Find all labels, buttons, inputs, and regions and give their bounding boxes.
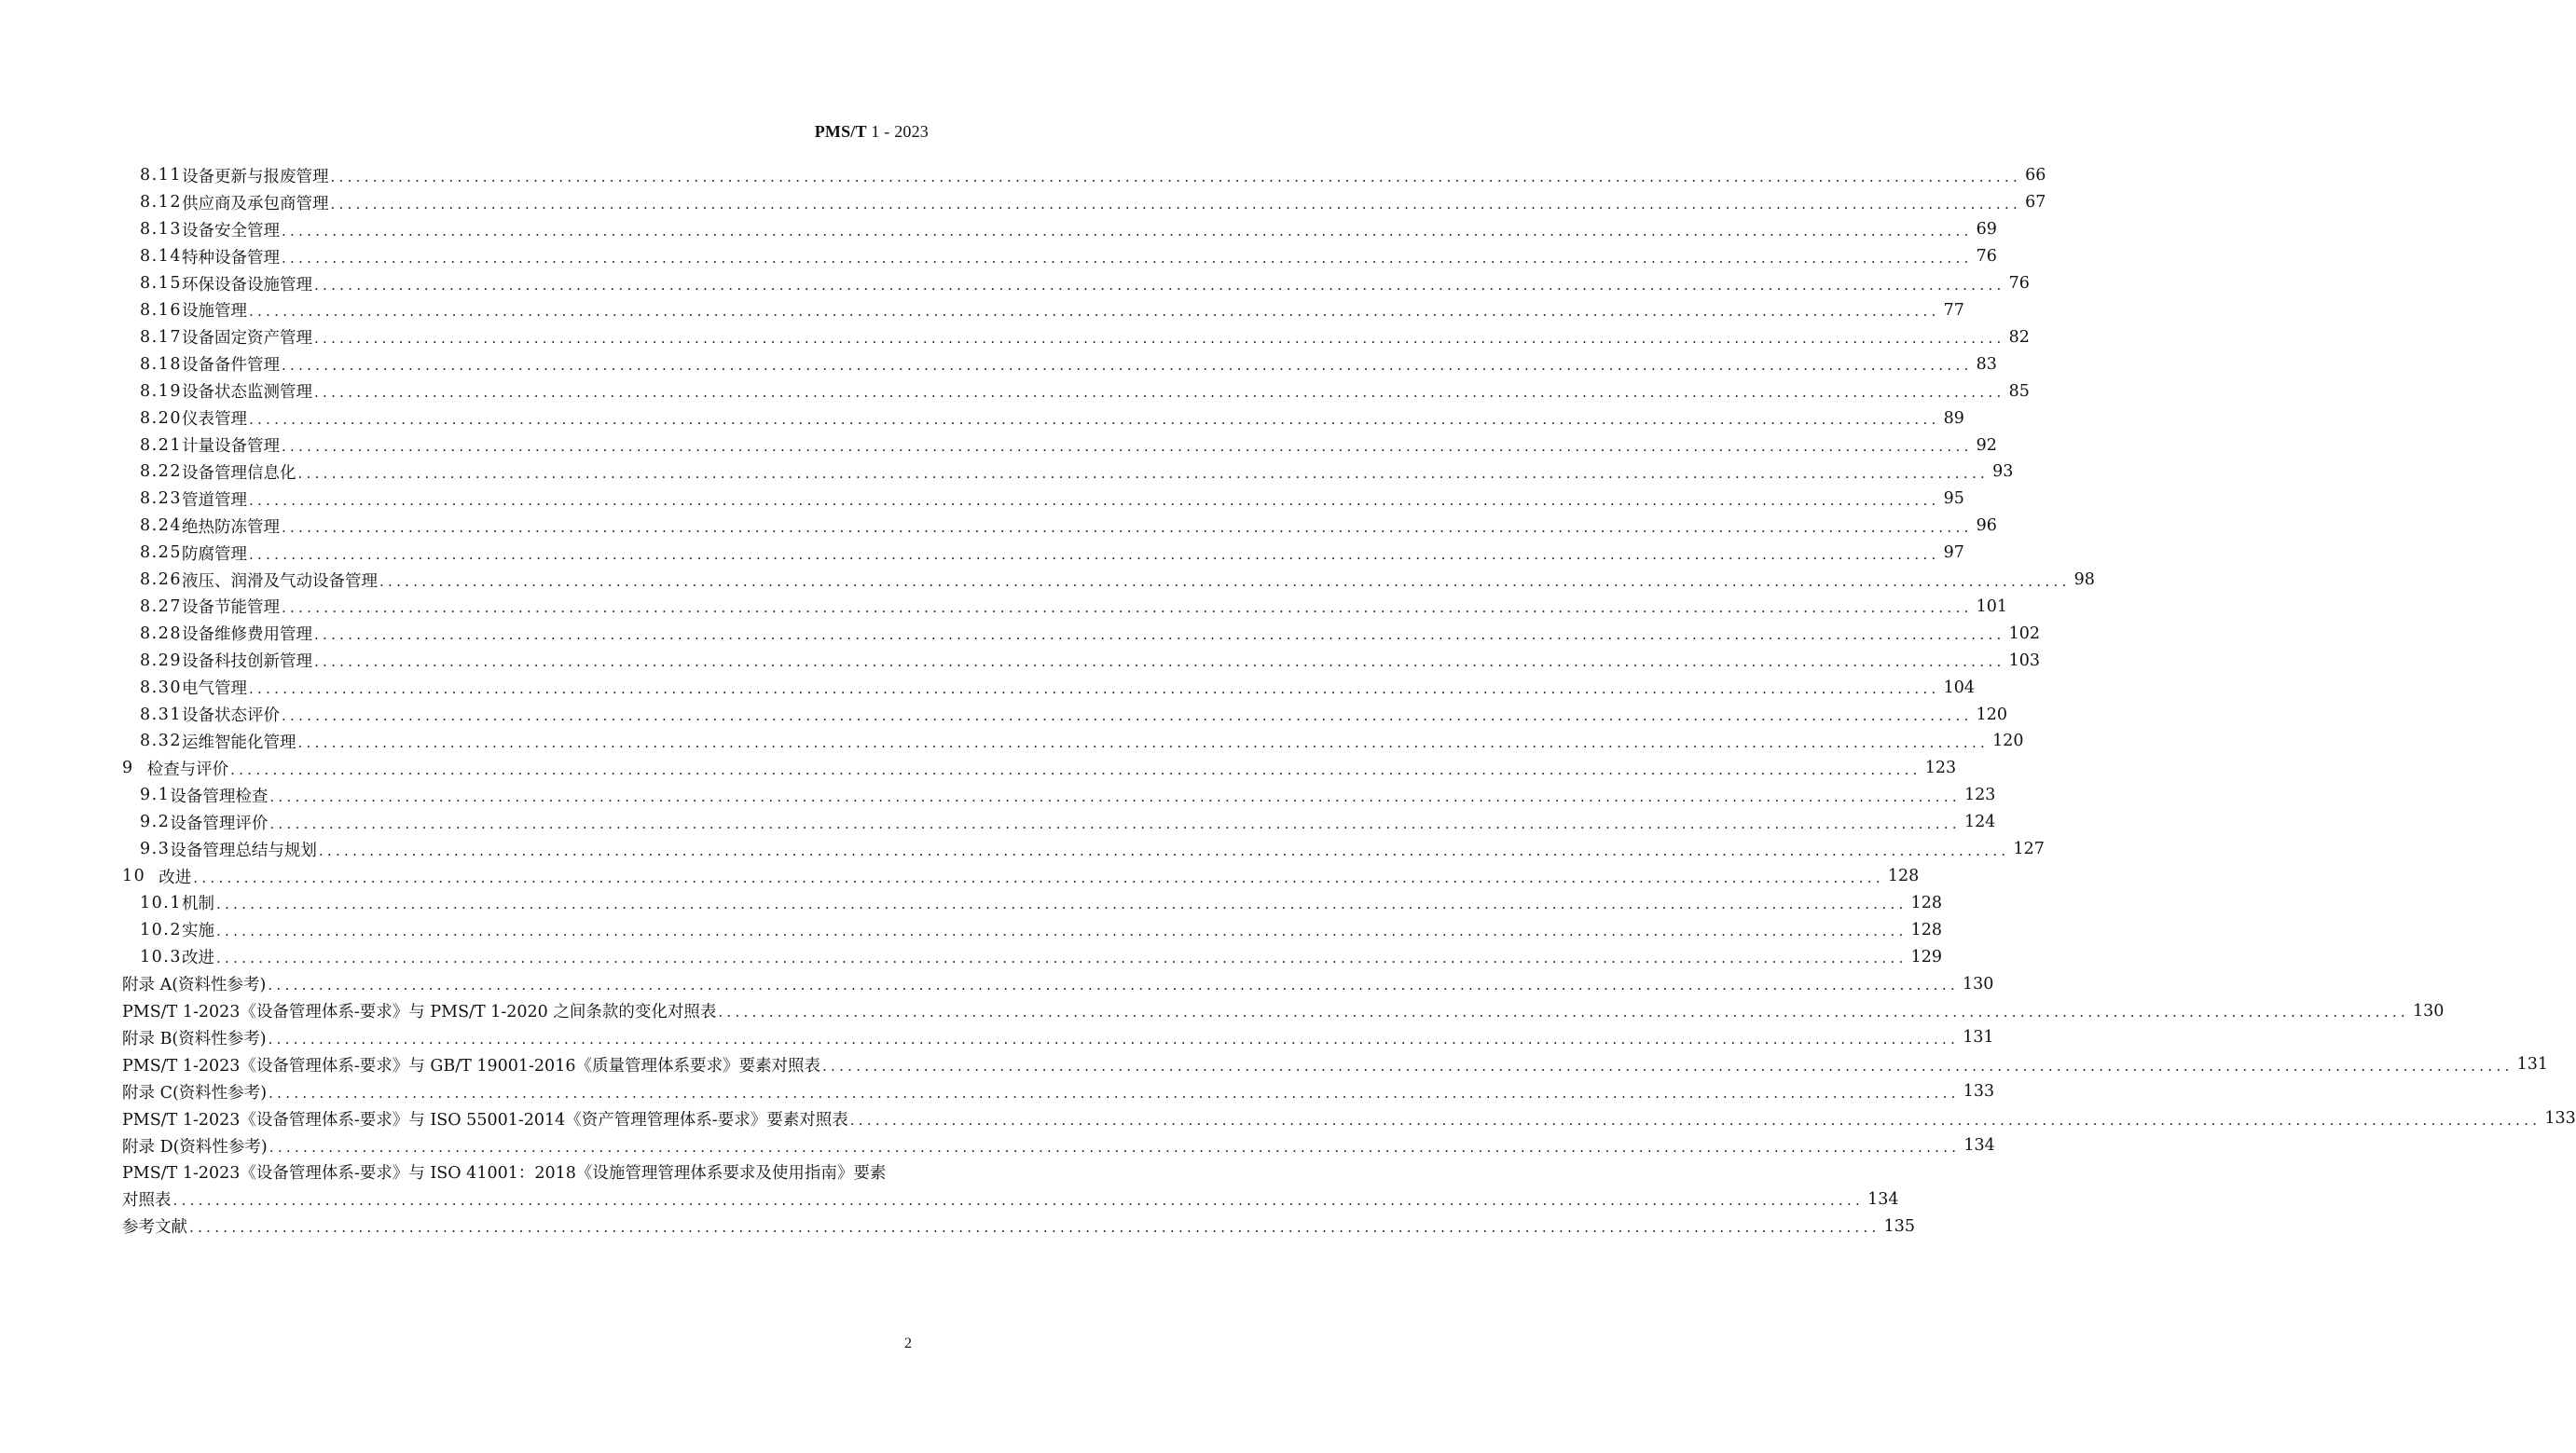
table-of-contents <box>122 162 2576 1240</box>
toc-entry-page: 93 <box>1992 462 2014 482</box>
toc-dot-leader: ........................................................................................................................................................................................................ <box>313 330 2005 348</box>
toc-entry-title: 设施管理 <box>181 302 247 322</box>
toc-entry[interactable] <box>122 916 1942 943</box>
toc-dot-leader: ........................................................................................................................................................................................................ <box>313 653 2005 671</box>
toc-entry-number: 8.27 <box>140 596 182 616</box>
toc-entry-title: 附录 B(资料性参考) <box>122 1029 267 1049</box>
toc-entry-page: 128 <box>1887 867 1920 886</box>
toc-dot-leader: ........................................................................................................................................................................................................ <box>268 1030 1960 1048</box>
toc-entry-number: 8.14 <box>140 247 182 267</box>
toc-entry-page: 98 <box>2073 570 2095 590</box>
toc-entry-title: 设备管理评价 <box>170 814 269 833</box>
toc-dot-leader: ........................................................................................................................................................................................................ <box>330 195 2022 212</box>
toc-entry[interactable] <box>122 377 2030 404</box>
toc-entry-title: 检查与评价 <box>146 760 229 779</box>
toc-entry-number: 10 <box>122 867 146 886</box>
toc-entry-number: 9.2 <box>140 813 171 832</box>
toc-dot-leader: ........................................................................................................................................................................................................ <box>248 491 1940 509</box>
toc-entry-number: 8.18 <box>140 354 182 374</box>
toc-entry-page: 102 <box>2008 624 2040 643</box>
toc-entry[interactable] <box>122 350 1997 377</box>
standard-code: PMS/T <box>814 122 867 141</box>
toc-entry-page: 133 <box>1963 1082 1995 1102</box>
toc-entry-number: 9.1 <box>140 786 171 805</box>
toc-entry-number: 10.3 <box>140 947 182 966</box>
toc-dot-leader: ........................................................................................................................................................................................................ <box>281 518 1973 536</box>
toc-entry-page: 96 <box>1976 516 1997 536</box>
toc-entry[interactable] <box>122 674 1975 701</box>
toc-entry-number: 8.25 <box>140 543 182 563</box>
toc-entry-title: 防腐管理 <box>181 544 247 564</box>
toc-entry[interactable] <box>122 323 2030 350</box>
standard-year: 1 - 2023 <box>866 122 929 141</box>
toc-entry-page: 131 <box>1963 1028 1994 1048</box>
toc-entry-page: 66 <box>2025 166 2046 185</box>
toc-dot-leader: ........................................................................................................................................................................................................ <box>821 1057 2514 1075</box>
toc-entry-page: 128 <box>1910 893 1942 912</box>
toc-dot-leader: ........................................................................................................................................................................................................ <box>269 815 1961 832</box>
toc-dot-leader: ........................................................................................................................................................................................................ <box>269 788 1961 805</box>
toc-entry[interactable] <box>122 620 2040 647</box>
toc-entry-number: 8.24 <box>140 516 182 536</box>
toc-entry-title: 改进 <box>181 949 214 968</box>
toc-entry[interactable] <box>122 1186 1899 1213</box>
toc-entry-page: 95 <box>1943 489 1964 509</box>
toc-entry-title: 设备节能管理 <box>181 598 280 618</box>
toc-entry[interactable] <box>122 189 2046 216</box>
toc-entry-page: 130 <box>1962 974 1994 994</box>
toc-entry-page: 85 <box>2008 381 2030 401</box>
toc-entry-number: 8.19 <box>140 381 182 401</box>
toc-entry[interactable] <box>122 540 1964 567</box>
toc-entry-page: 83 <box>1976 354 1997 374</box>
toc-entry-title: 仪表管理 <box>181 410 247 430</box>
toc-entry[interactable] <box>122 486 1964 513</box>
toc-entry[interactable] <box>122 863 1920 890</box>
toc-entry-title: 设备备件管理 <box>181 356 280 376</box>
toc-entry[interactable] <box>122 297 1964 324</box>
toc-entry[interactable] <box>122 647 2040 674</box>
toc-dot-leader: ........................................................................................................................................................................................................ <box>248 411 1940 429</box>
toc-dot-leader: ........................................................................................................................................................................................................ <box>281 249 1973 267</box>
toc-dot-leader: ........................................................................................................................................................................................................ <box>313 384 2005 402</box>
toc-entry[interactable] <box>122 1132 1995 1159</box>
toc-entry-title: 机制 <box>181 895 214 914</box>
toc-entry-page: 89 <box>1943 408 1964 428</box>
toc-dot-leader: ........................................................................................................................................................................................................ <box>281 707 1973 725</box>
toc-entry-page: 97 <box>1943 543 1964 563</box>
toc-entry-number: 8.23 <box>140 489 182 509</box>
toc-dot-leader: ........................................................................................................................................................................................................ <box>330 168 2022 185</box>
toc-entry-page: 101 <box>1976 596 2007 616</box>
toc-dot-leader: ........................................................................................................................................................................................................ <box>281 222 1973 240</box>
toc-entry-number: 10.2 <box>140 920 182 939</box>
toc-entry-number: 9 <box>122 759 134 778</box>
toc-entry-number: 8.11 <box>140 166 182 185</box>
toc-entry[interactable] <box>122 701 2007 728</box>
toc-dot-leader: ........................................................................................................................................................................................................ <box>230 761 1922 778</box>
toc-entry[interactable] <box>122 243 1997 270</box>
toc-entry[interactable] <box>122 1078 1995 1105</box>
toc-entry-page: 124 <box>1963 813 1996 832</box>
toc-entry[interactable] <box>122 594 2007 621</box>
toc-entry-page: 127 <box>2013 840 2045 859</box>
toc-entry[interactable] <box>122 755 1957 782</box>
toc-entry-page: 103 <box>2008 651 2040 670</box>
toc-entry-title: PMS/T 1-2023《设备管理体系-要求》与 ISO 41001：2018《设施管理管理体系要求及使用指南》要素 <box>122 1164 887 1184</box>
toc-entry-number: 8.16 <box>140 300 182 320</box>
toc-entry-page: 69 <box>1976 220 1997 240</box>
toc-entry[interactable] <box>122 889 1942 916</box>
toc-entry-number: 8.32 <box>140 732 182 751</box>
toc-dot-leader: ........................................................................................................................................................................................................ <box>269 1084 1960 1102</box>
toc-entry-page: 130 <box>2412 1001 2445 1021</box>
toc-entry-title: 液压、润滑及气动设备管理 <box>181 571 378 591</box>
toc-entry-title: 设备管理总结与规划 <box>170 841 317 860</box>
toc-entry-number: 8.28 <box>140 624 182 643</box>
toc-entry-page: 120 <box>1992 732 2024 751</box>
toc-entry-title: 附录 A(资料性参考) <box>122 976 267 995</box>
toc-entry-number: 9.3 <box>140 840 171 859</box>
toc-dot-leader: ........................................................................................................................................................................................................ <box>379 572 2071 590</box>
toc-entry-title: 设备状态评价 <box>181 706 280 726</box>
toc-entry-page: 67 <box>2025 193 2046 212</box>
toc-dot-leader: ........................................................................................................................................................................................................ <box>313 626 2005 644</box>
toc-entry[interactable] <box>122 1213 1916 1240</box>
toc-entry-title: 设备更新与报废管理 <box>181 167 329 186</box>
toc-entry-page: 82 <box>2008 327 2030 347</box>
toc-entry[interactable] <box>122 216 1997 243</box>
toc-entry-title: 运维智能化管理 <box>181 733 296 752</box>
toc-dot-leader: ........................................................................................................................................................................................................ <box>281 599 1973 617</box>
toc-entry-number: 8.17 <box>140 327 182 347</box>
toc-dot-leader: ........................................................................................................................................................................................................ <box>297 464 1990 482</box>
toc-dot-leader: ........................................................................................................................................................................................................ <box>297 733 1990 751</box>
toc-entry[interactable] <box>122 1159 930 1186</box>
page-number: 2 <box>904 1336 912 1351</box>
toc-entry-number: 8.31 <box>140 705 182 724</box>
toc-dot-leader: ........................................................................................................................................................................................................ <box>313 276 2005 294</box>
toc-entry-page: 134 <box>1963 1136 1995 1156</box>
toc-entry-number: 8.29 <box>140 651 182 670</box>
toc-dot-leader: ........................................................................................................................................................................................................ <box>248 303 1940 321</box>
toc-entry[interactable] <box>122 270 2030 297</box>
toc-dot-leader: ........................................................................................................................................................................................................ <box>189 1219 1880 1237</box>
toc-entry-number: 8.26 <box>140 570 182 590</box>
toc-entry-title: 设备安全管理 <box>181 221 280 240</box>
toc-entry-title: 设备管理信息化 <box>181 463 296 483</box>
toc-entry-title: 对照表 <box>122 1191 172 1211</box>
toc-dot-leader: ........................................................................................................................................................................................................ <box>215 896 1908 913</box>
toc-entry[interactable] <box>122 1105 2576 1132</box>
toc-entry-title: 设备维修费用管理 <box>181 625 312 645</box>
toc-entry-title: 管道管理 <box>181 490 247 510</box>
toc-entry[interactable] <box>122 404 1964 432</box>
toc-entry-page: 133 <box>2544 1109 2576 1129</box>
toc-entry-number: 8.13 <box>140 220 182 240</box>
toc-entry-title: 计量设备管理 <box>181 437 280 457</box>
toc-entry[interactable] <box>122 728 2024 755</box>
toc-entry-page: 123 <box>1963 786 1996 805</box>
toc-dot-leader: ........................................................................................................................................................................................................ <box>215 950 1908 967</box>
toc-entry-title: PMS/T 1-2023《设备管理体系-要求》与 ISO 55001-2014《资产管理管理体系-要求》要素对照表 <box>122 1110 848 1130</box>
toc-entry-title: 附录 C(资料性参考) <box>122 1083 268 1103</box>
toc-dot-leader: ........................................................................................................................................................................................................ <box>215 923 1908 940</box>
toc-entry-page: 128 <box>1910 920 1942 939</box>
toc-entry[interactable] <box>122 970 1994 997</box>
toc-entry-title: 环保设备设施管理 <box>181 275 312 295</box>
toc-entry[interactable] <box>122 432 1997 459</box>
toc-entry-page: 76 <box>2008 274 2030 294</box>
toc-entry-number: 8.22 <box>140 462 182 482</box>
toc-dot-leader: ........................................................................................................................................................................................................ <box>718 1004 2409 1021</box>
toc-dot-leader: ........................................................................................................................................................................................................ <box>193 869 1884 886</box>
toc-dot-leader: ........................................................................................................................................................................................................ <box>248 545 1940 563</box>
toc-dot-leader: ........................................................................................................................................................................................................ <box>318 842 2010 859</box>
toc-dot-leader: ........................................................................................................................................................................................................ <box>849 1111 2542 1129</box>
toc-entry[interactable] <box>122 162 2046 189</box>
toc-entry-page: 77 <box>1943 300 1964 320</box>
toc-entry[interactable] <box>122 997 2445 1024</box>
toc-entry[interactable] <box>122 943 1942 970</box>
toc-entry-title: PMS/T 1-2023《设备管理体系-要求》与 PMS/T 1-2020 之间条款的变化对照表 <box>122 1003 717 1022</box>
toc-entry[interactable] <box>122 459 2014 486</box>
toc-entry-title: 供应商及承包商管理 <box>181 194 329 213</box>
toc-dot-leader: ........................................................................................................................................................................................................ <box>248 680 1940 698</box>
toc-entry-number: 10.1 <box>140 893 182 912</box>
toc-entry-page: 135 <box>1883 1216 1916 1236</box>
toc-entry[interactable] <box>122 1024 1994 1051</box>
toc-entry-page: 92 <box>1976 435 1997 455</box>
toc-entry-page: 76 <box>1976 247 1997 267</box>
toc-entry-title: 实施 <box>181 922 214 941</box>
toc-entry-title: 特种设备管理 <box>181 248 280 267</box>
toc-entry-title: 电气管理 <box>181 679 247 699</box>
toc-entry[interactable] <box>122 1051 2548 1078</box>
toc-entry-page: 129 <box>1910 947 1942 966</box>
page-header <box>815 122 929 142</box>
toc-dot-leader: ........................................................................................................................................................................................................ <box>281 438 1973 456</box>
toc-entry-title: 附录 D(资料性参考) <box>122 1137 268 1157</box>
toc-entry-title: 改进 <box>158 868 192 887</box>
toc-entry-number: 8.20 <box>140 408 182 428</box>
toc-entry-page: 123 <box>1924 759 1957 778</box>
toc-entry[interactable] <box>122 782 1996 809</box>
toc-entry-title: 设备管理检查 <box>170 787 269 806</box>
toc-dot-leader: ........................................................................................................................................................................................................ <box>268 977 1959 994</box>
toc-entry-title: 绝热防冻管理 <box>181 517 280 537</box>
toc-entry-page: 120 <box>1976 705 2007 724</box>
toc-entry[interactable] <box>122 836 2045 863</box>
toc-entry-title: PMS/T 1-2023《设备管理体系-要求》与 GB/T 19001-2016《质量管理体系要求》要素对照表 <box>122 1056 820 1076</box>
toc-dot-leader: ........................................................................................................................................................................................................ <box>269 1138 1961 1156</box>
toc-entry-number: 8.12 <box>140 193 182 212</box>
toc-dot-leader: ........................................................................................................................................................................................................ <box>172 1192 1865 1210</box>
toc-dot-leader: ........................................................................................................................................................................................................ <box>281 357 1973 375</box>
toc-entry-title: 参考文献 <box>122 1218 187 1238</box>
toc-entry-title: 设备科技创新管理 <box>181 652 312 672</box>
toc-entry-title: 设备状态监测管理 <box>181 383 312 403</box>
toc-entry-page: 134 <box>1867 1189 1899 1209</box>
toc-entry[interactable] <box>122 809 1996 836</box>
toc-entry-page: 131 <box>2516 1055 2548 1075</box>
toc-entry[interactable] <box>122 567 2095 594</box>
toc-entry-number: 8.30 <box>140 678 182 697</box>
toc-entry-number: 8.21 <box>140 435 182 455</box>
toc-entry[interactable] <box>122 513 1997 540</box>
toc-entry-number: 8.15 <box>140 274 182 294</box>
toc-entry-title: 设备固定资产管理 <box>181 329 312 349</box>
toc-entry-page: 104 <box>1943 678 1975 697</box>
